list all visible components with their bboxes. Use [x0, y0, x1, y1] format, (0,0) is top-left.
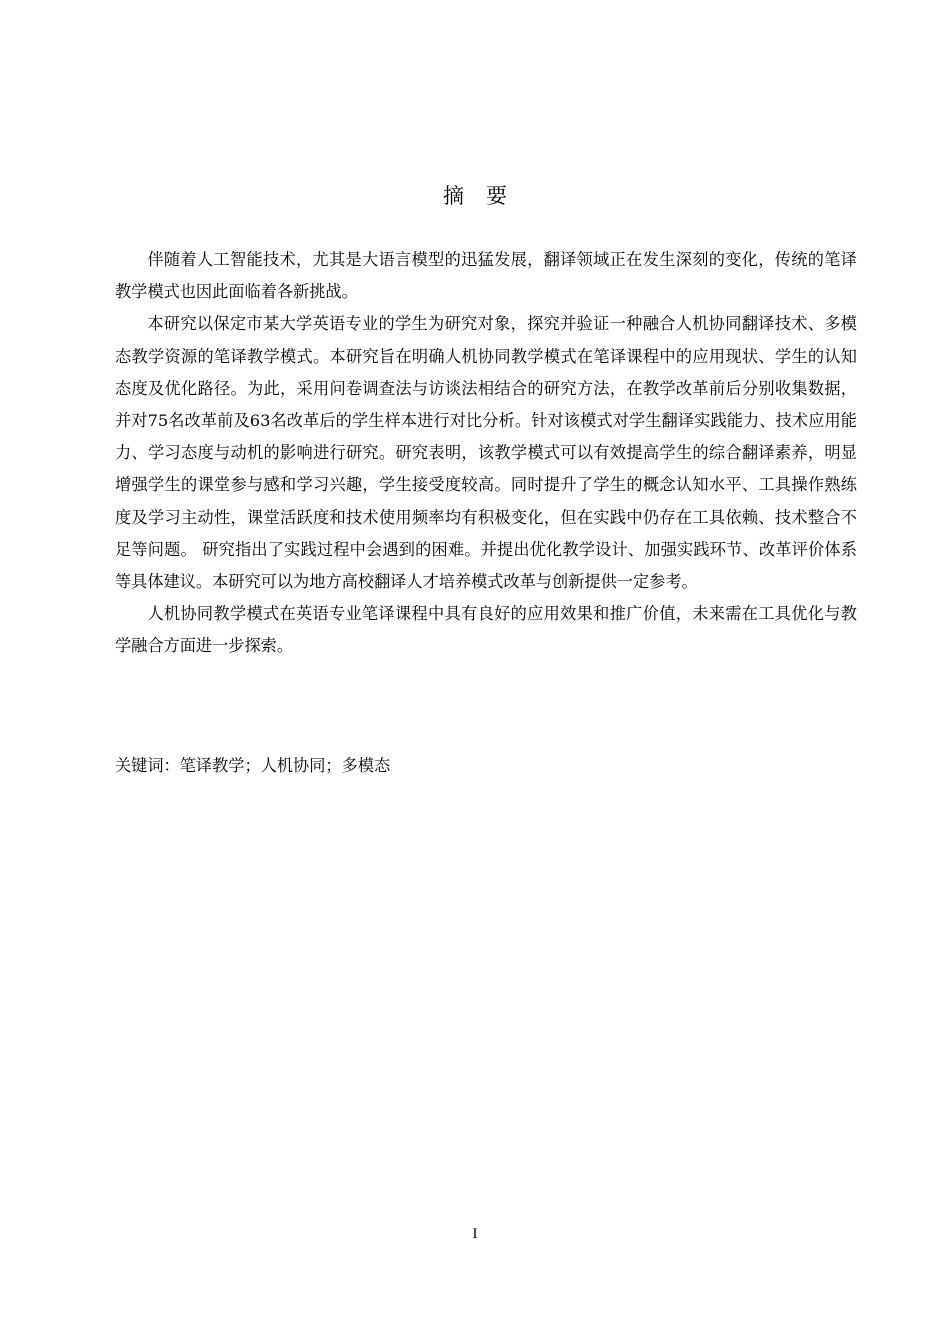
- abstract-title-char-1: 摘: [443, 184, 464, 208]
- keywords-text: 笔译教学；人机协同；多模态: [179, 756, 391, 775]
- abstract-body: [115, 244, 857, 663]
- abstract-paragraph-2: 本研究以保定市某大学英语专业的学生为研究对象，探究并验证一种融合人机协同翻译技术、多模态教学资源的笔译教学模式。本研究旨在明确人机协同教学模式在笔译课程中的应用现状、学生的认知态度及优化路径。为此，采用问卷调查法与访谈法相结合的研究方法，在教学改革前后分别收集数据，并对75名改革前及63名改革后的学生样本进行对比分析。针对该模式对学生翻译实践能力、技术应用能力、学习态度与动机的影响进行研究。研究表明，该教学模式可以有效提高学生的综合翻译素养，明显增强学生的课堂参与感和学习兴趣，学生接受度较高。同时提升了学生的概念认知水平、工具操作熟练度及学习主动性，课堂活跃度和技术使用频率均有积极变化，但在实践中仍存在工具依赖、技术整合不足等问题。 研究指出了实践过程中会遇到的困难。并提出优化教学设计、加强实践环节、改革评价体系等具体建议。本研究可以为地方高校翻译人才培养模式改革与创新提供一定参考。: [115, 314, 857, 592]
- abstract-title-char-2: 要: [486, 184, 507, 208]
- keywords-line: [115, 752, 857, 780]
- page-number: I: [472, 1226, 478, 1242]
- abstract-paragraph-1: 伴随着人工智能技术，尤其是大语言模型的迅猛发展，翻译领域正在发生深刻的变化，传统的笔译教学模式也因此面临着各新挑战。: [115, 250, 857, 302]
- abstract-title: [0, 180, 950, 210]
- keywords-label: 关键词：: [115, 756, 180, 775]
- abstract-paragraph-3: 人机协同教学模式在英语专业笔译课程中具有良好的应用效果和推广价值，未来需在工具优化与教学融合方面进一步探索。: [115, 604, 857, 656]
